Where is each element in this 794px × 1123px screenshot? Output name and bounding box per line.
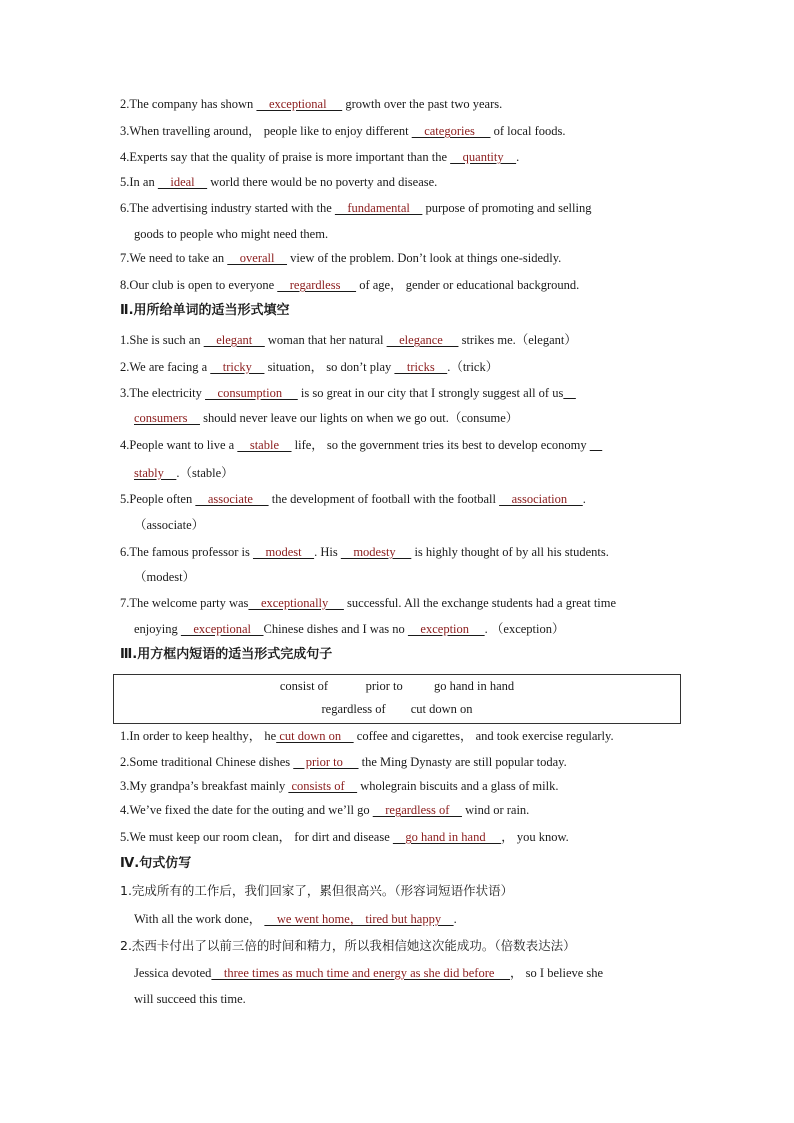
- answer: tricky: [210, 360, 265, 374]
- q-text: 2.We are facing a: [120, 360, 211, 374]
- q-text: 2.The company has shown: [120, 97, 257, 111]
- part4-q2-prompt: 2.杰西卡付出了以前三倍的时间和精力，所以我相信她这次能成功。（倍数表达法）: [120, 938, 576, 953]
- q-text: 4.People want to live a: [120, 438, 238, 452]
- q-text: world there would be no poverty and disease.: [207, 175, 438, 189]
- q-text: strikes me.（elegant）: [458, 333, 577, 347]
- answer: go hand in hand: [392, 830, 502, 844]
- part2-q2: [120, 359, 498, 375]
- part2-q4-cont: [134, 465, 234, 481]
- part3-q4: [120, 802, 529, 818]
- q-text: the development of football with the football: [268, 492, 500, 506]
- q-text: 3.When travelling around， people like to enjoy different: [120, 124, 412, 138]
- q-text: .: [453, 912, 457, 926]
- q-text: 5.In an: [120, 175, 158, 189]
- q-text: is highly thought of by all his students.: [411, 545, 609, 559]
- q-text: .（stable）: [176, 466, 234, 480]
- q-text: situation， so don’t play: [264, 360, 395, 374]
- q-text: .: [516, 150, 520, 164]
- section-heading-4: Ⅳ.句式仿写: [120, 856, 192, 871]
- answer: we went home， tired but happy: [264, 912, 454, 926]
- q-text: 8.Our club is open to everyone: [120, 278, 278, 292]
- answer: ideal: [157, 175, 208, 189]
- q-text: enjoying: [134, 622, 181, 636]
- answer: categories: [411, 124, 491, 138]
- part4-q1-prompt: 1.完成所有的工作后，我们回家了，累但很高兴。（形容词短语作状语）: [120, 883, 514, 898]
- part1-q3: [120, 123, 565, 139]
- section-heading-2: Ⅱ.用所给单词的适当形式填空: [120, 303, 290, 318]
- answer: prior to: [293, 755, 359, 769]
- q-text: .（trick）: [447, 360, 499, 374]
- part1-q7: [120, 250, 561, 266]
- phrase-row-1: consist of prior to go hand in hand: [279, 679, 515, 693]
- q-text: woman that her natural: [264, 333, 387, 347]
- part1-q4: [120, 149, 519, 165]
- q-text: Jessica devoted: [134, 966, 212, 980]
- q-text: wholegrain biscuits and a glass of milk.: [357, 779, 559, 793]
- answer: exceptional: [180, 622, 264, 636]
- q-text: 3.The electricity: [120, 386, 206, 400]
- answer: exception: [407, 622, 485, 636]
- q-text: 4.We’ve fixed the date for the outing and we’ll go: [120, 803, 373, 817]
- answer: fundamental: [334, 201, 423, 215]
- answer: modest: [252, 545, 315, 559]
- answer: exceptional: [256, 97, 343, 111]
- part2-q5: [120, 491, 586, 507]
- q-text: ， you know.: [501, 830, 569, 844]
- answer: modesty: [340, 545, 412, 559]
- part4-q2-cont: will succeed this time.: [134, 992, 246, 1006]
- answer: association: [499, 492, 583, 506]
- q-text: 6.The famous professor is: [120, 545, 253, 559]
- part2-q3-cont: [134, 410, 518, 426]
- q-text: of local foods.: [490, 124, 566, 138]
- part1-q6: [120, 200, 591, 216]
- q-text: . （exception）: [484, 622, 565, 636]
- q-text: 6.The advertising industry started with the: [120, 201, 335, 215]
- q-text: 7.We need to take an: [120, 251, 228, 265]
- answer: stable: [237, 438, 292, 452]
- part2-q3: [120, 385, 576, 401]
- part3-q1: [120, 728, 614, 744]
- answer: elegant: [203, 333, 265, 347]
- answer: stably: [134, 466, 177, 480]
- q-text: .: [582, 492, 586, 506]
- part1-q2: [120, 96, 502, 112]
- q-text: the Ming Dynasty are still popular today.: [358, 755, 567, 769]
- q-text: of age， gender or educational background.: [356, 278, 580, 292]
- q-text: life， so the government tries its best to develop economy: [291, 438, 590, 452]
- part2-q5-cont: （associate）: [134, 518, 205, 532]
- q-text: purpose of promoting and selling: [422, 201, 592, 215]
- blank-line: [590, 438, 603, 452]
- part3-q2: [120, 754, 567, 770]
- answer: quantity: [450, 150, 517, 164]
- q-text: With all the work done，: [134, 912, 265, 926]
- answer: three times as much time and energy as she did before: [211, 966, 511, 980]
- phrase-box: [113, 674, 681, 724]
- q-text: wind or rain.: [461, 803, 530, 817]
- q-text: 1.She is such an: [120, 333, 204, 347]
- part3-q3: [120, 778, 558, 794]
- q-text: 5.People often: [120, 492, 196, 506]
- part2-q7: [120, 595, 616, 611]
- section-heading-3: Ⅲ.用方框内短语的适当形式完成句子: [120, 647, 333, 662]
- part1-q8: [120, 277, 579, 293]
- answer: tricks: [394, 360, 448, 374]
- part2-q6-cont: （modest）: [134, 570, 196, 584]
- answer: consumers: [134, 411, 200, 425]
- blank-line: [563, 386, 576, 400]
- q-text: Chinese dishes and I was no: [263, 622, 408, 636]
- part4-q1-answer: [134, 911, 457, 927]
- answer: consumption: [205, 386, 298, 400]
- q-text: 7.The welcome party was: [120, 596, 249, 610]
- answer: regardless of: [372, 803, 462, 817]
- part1-q6-cont: goods to people who might need them.: [134, 227, 329, 241]
- answer: overall: [227, 251, 288, 265]
- answer: cut down on: [276, 729, 354, 743]
- q-text: ， so I believe she: [510, 966, 604, 980]
- part2-q6: [120, 544, 609, 560]
- q-text: 5.We must keep our room clean， for dirt and disease: [120, 830, 393, 844]
- answer: exceptionally: [248, 596, 344, 610]
- answer: associate: [195, 492, 269, 506]
- q-text: growth over the past two years.: [342, 97, 503, 111]
- q-text: 3.My grandpa’s breakfast mainly: [120, 779, 289, 793]
- q-text: 4.Experts say that the quality of praise is more important than the: [120, 150, 451, 164]
- q-text: view of the problem. Don’t look at things one-sidedly.: [287, 251, 562, 265]
- answer: regardless: [277, 278, 357, 292]
- part3-q5: [120, 829, 569, 845]
- q-text: 2.Some traditional Chinese dishes: [120, 755, 294, 769]
- part1-q5: [120, 174, 437, 190]
- q-text: successful. All the exchange students had a great time: [343, 596, 617, 610]
- q-text: is so great in our city that I strongly suggest all of us: [297, 386, 564, 400]
- part2-q1: [120, 332, 577, 348]
- part2-q7-cont: [134, 621, 564, 637]
- q-text: coffee and cigarettes， and took exercise regularly.: [353, 729, 614, 743]
- phrase-row-2: regardless of cut down on: [321, 702, 473, 716]
- part4-q2-answer: [134, 965, 603, 981]
- q-text: . His: [314, 545, 341, 559]
- part2-q4: [120, 437, 602, 453]
- answer: consists of: [288, 779, 358, 793]
- q-text: should never leave our lights on when we go out.（consume）: [199, 411, 519, 425]
- q-text: 1.In order to keep healthy， he: [120, 729, 277, 743]
- answer: elegance: [386, 333, 459, 347]
